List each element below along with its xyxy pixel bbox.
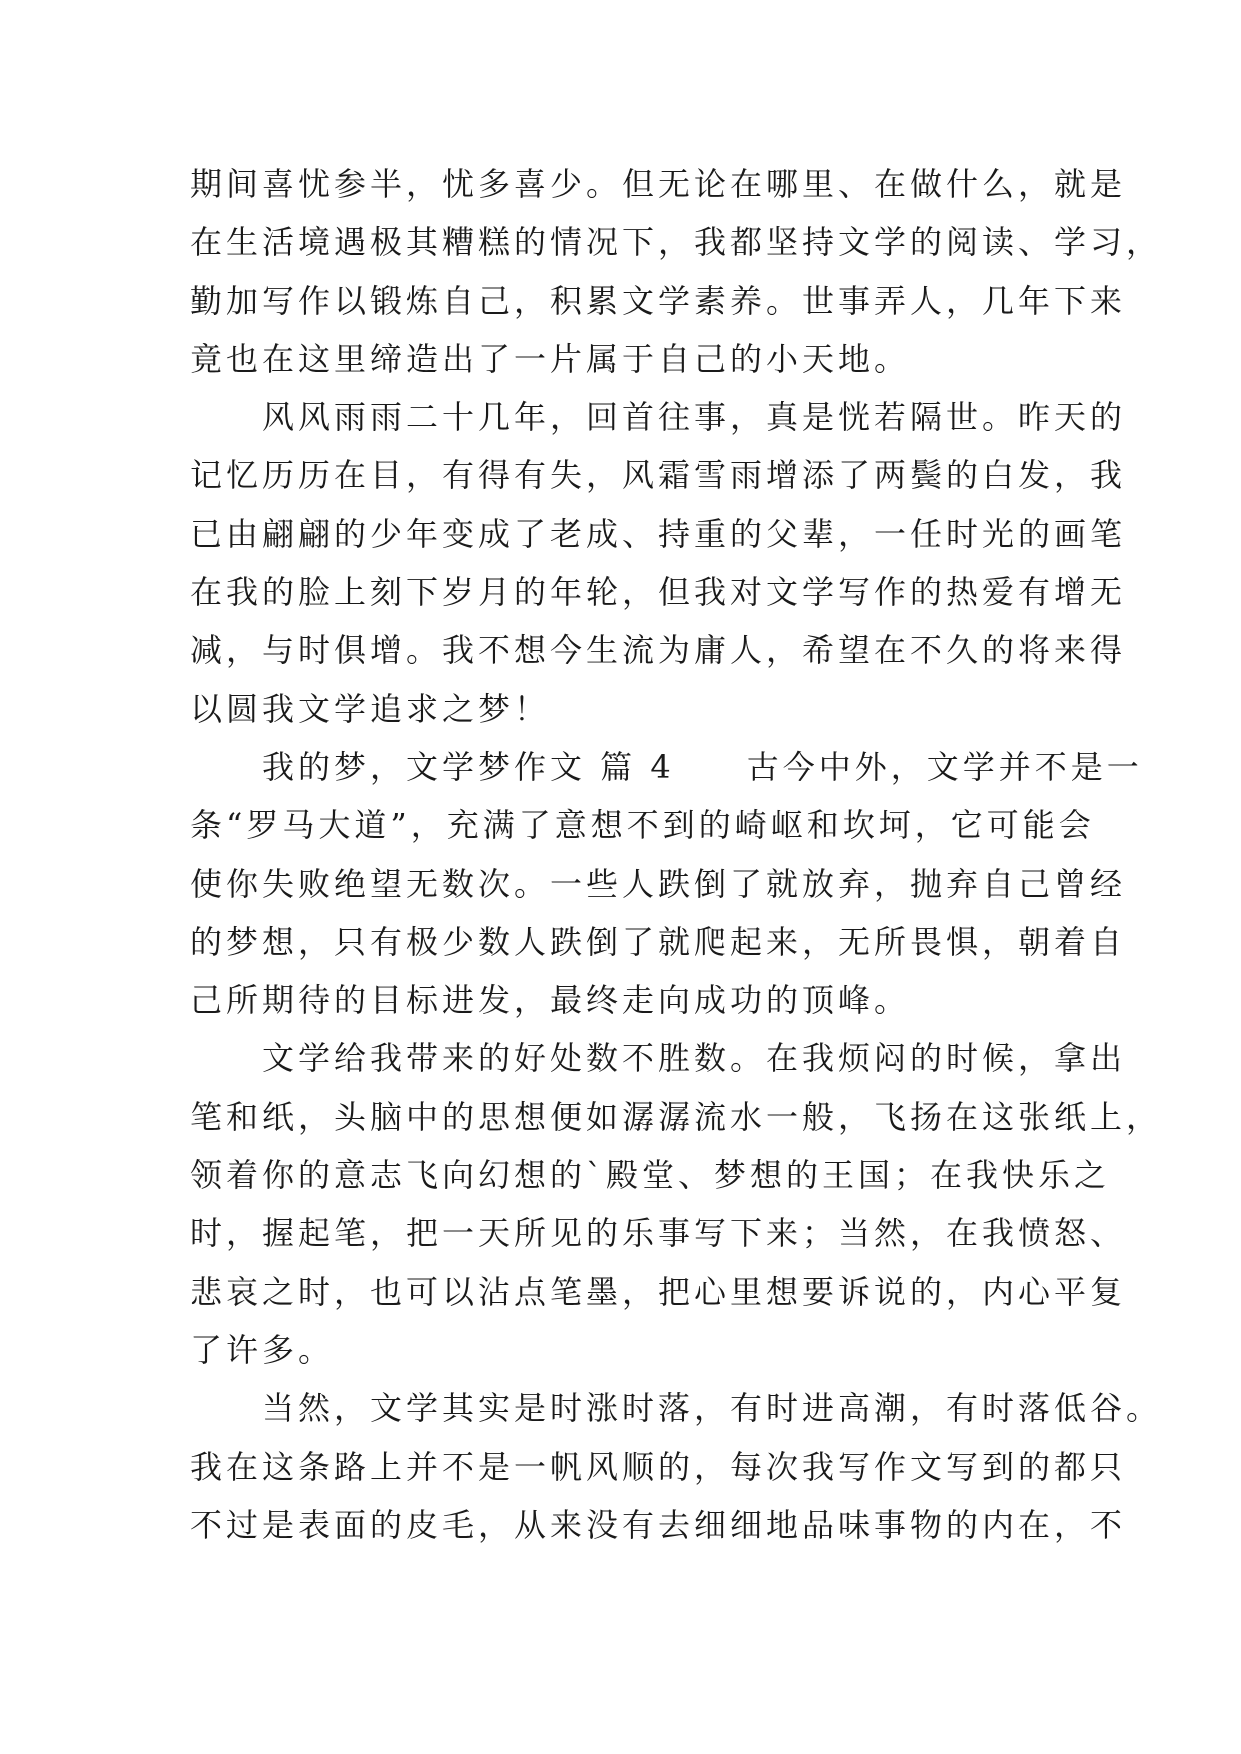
text-line: 竟也在这里缔造出了一片属于自己的小天地。 bbox=[190, 339, 911, 378]
text-line: 以圆我文学追求之梦！ bbox=[190, 689, 551, 728]
text-line: 已由翩翩的少年变成了老成、持重的父辈，一任时光的画笔 bbox=[190, 514, 1127, 553]
text-line: 己所期待的目标进发，最终走向成功的顶峰。 bbox=[190, 981, 911, 1020]
text-line: 我在这条路上并不是一帆风顺的，每次我写作文写到的都只 bbox=[190, 1447, 1127, 1486]
text-line: 勤加写作以锻炼自己，积累文学素养。世事弄人，几年下来 bbox=[190, 281, 1127, 320]
text-line: 在我的脸上刻下岁月的年轮，但我对文学写作的热爱有增无 bbox=[190, 573, 1127, 612]
text-line: 时，握起笔，把一天所见的乐事写下来；当然，在我愤怒、 bbox=[190, 1214, 1127, 1253]
document-page bbox=[190, 155, 1163, 1554]
text-line: 笔和纸，头脑中的思想便如潺潺流水一般，飞扬在这张纸上， bbox=[190, 1097, 1163, 1136]
text-line: 当然，文学其实是时涨时落，有时进高潮，有时落低谷。 bbox=[190, 1389, 1163, 1428]
text-line: 不过是表面的皮毛，从来没有去细细地品味事物的内在，不 bbox=[190, 1505, 1127, 1544]
text-line: 文学给我带来的好处数不胜数。在我烦闷的时候，拿出 bbox=[190, 1039, 1127, 1078]
text-line: 我的梦，文学梦作文 篇 4 古今中外，文学并不是一 bbox=[190, 747, 1143, 786]
text-line: 减，与时俱增。我不想今生流为庸人，希望在不久的将来得 bbox=[190, 631, 1127, 670]
text-line: 在生活境遇极其糟糕的情况下，我都坚持文学的阅读、学习， bbox=[190, 223, 1163, 262]
text-line: 记忆历历在目，有得有失，风霜雪雨增添了两鬓的白发，我 bbox=[190, 456, 1127, 495]
text-line: 期间喜忧参半，忧多喜少。但无论在哪里、在做什么，就是 bbox=[190, 165, 1127, 203]
text-line: 风风雨雨二十几年，回首往事，真是恍若隔世。昨天的 bbox=[190, 398, 1127, 437]
text-line: 条“罗马大道”，充满了意想不到的崎岖和坎坷，它可能会 bbox=[190, 806, 1095, 845]
text-line: 使你失败绝望无数次。一些人跌倒了就放弃，抛弃自己曾经 bbox=[190, 864, 1127, 903]
text-line: 悲哀之时，也可以沾点笔墨，把心里想要诉说的，内心平复 bbox=[190, 1272, 1127, 1311]
text-line: 了许多。 bbox=[190, 1330, 335, 1369]
text-line: 领着你的意志飞向幻想的`殿堂、梦想的王国；在我快乐之 bbox=[190, 1156, 1111, 1195]
text-line: 的梦想，只有极少数人跌倒了就爬起来，无所畏惧，朝着自 bbox=[190, 922, 1127, 961]
